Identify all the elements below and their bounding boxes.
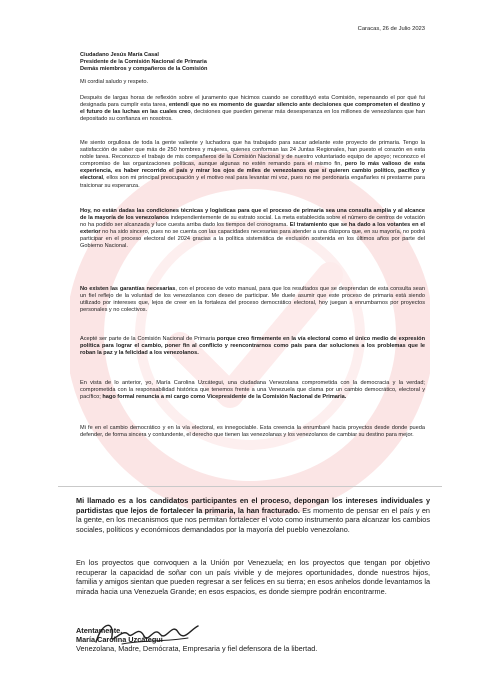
signoff-label: Atentamente, bbox=[76, 626, 123, 635]
paragraph-5 bbox=[80, 336, 425, 357]
page2-paragraph-2 bbox=[76, 558, 430, 596]
bold-text-segment: porque creo firmemente en la vía electoral como el único medio de expresión política para lograr el cambio, poner fin al conflicto y reencontrarnos como país para dar soluciones a los problemas que le roban la paz y la felicidad a los venezolanos. bbox=[80, 336, 426, 357]
text-segment: En los proyectos que convoquen a la Unión por Venezuela; en los proyectos que tengan por objetivo recuperar la capacidad de soñar con un país vivible y de mejores oportunidades, donde nuestros hijos, familia y amigos sientan que pueden regresar a ser felices en su tierra; en esos anhelos donde levantamos la mirada hacia una Venezuela Grande; en esos espacios, es donde siempre podrán encontrarme. bbox=[76, 558, 430, 596]
signer-name: María Carolina Uzcátegui bbox=[76, 635, 163, 644]
recipient-others: Demás miembros y compañeros de la Comisión bbox=[80, 66, 208, 73]
text-segment: , decisiones que pueden generar más desesperanza en los millones de venezolanos que han depositado su confianza en nosotros. bbox=[80, 109, 426, 123]
letter-date: Caracas, 26 de Julio 2023 bbox=[357, 26, 425, 32]
recipient-title: Presidente de la Comisión Nacional de Primaria bbox=[80, 59, 207, 66]
text-segment: En vista de lo anterior, yo, María Carolina Uzcátegui, una ciudadana Venezolana comprometida con la democracia y la verdad; comprometida con la responsabilidad histórica que tenemos frente a una Venezuela que clama por un cambio democrático, electoral y pacífico; bbox=[80, 380, 425, 401]
signer-description: Venezolana, Madre, Demócrata, Empresaria y fiel defensora de la libertad. bbox=[76, 644, 318, 653]
bold-text-segment: pero lo más valioso de esta experiencia, es haber recorrido el país y mirar los ojos de miles de venezolanos que sí quieren cambio político, pacífico y electoral bbox=[80, 161, 425, 182]
text-segment: Me siento orgullosa de toda la gente valiente y luchadora que ha trabajado para sacar adelante este proyecto de primaria. Tengo la satisfacción de saber que más de 250 hombres y mujeres, quienes conforman las 24 Juntas Regionales, han puesto el corazón en esta noble tarea. Reconozco el trabajo de mis compañeros de la Comisión Nacional y de nuestro voluntariado equipo de apoyo; reconozco el compromiso de las organizaciones políticas, aunque algunas no estén remando para el mismo fin, bbox=[80, 140, 425, 168]
text-segment: Acepté ser parte de la Comisión Nacional de Primaria bbox=[80, 336, 217, 342]
text-segment: Es momento de pensar en el país y en la gente, en los mecanismos que nos permitan fortalecer el voto como instrumento para alcanzar los cambios sociales, políticos y económicos demandados por la mayoría del pueblo venezolano. bbox=[76, 505, 430, 534]
page-divider bbox=[58, 486, 442, 487]
page2-paragraph-1 bbox=[76, 496, 430, 534]
paragraph-4 bbox=[80, 286, 425, 314]
bold-text-segment: Hoy, no están dadas las condiciones técnicas y logísticas para que el proceso de primaria sea una consulta amplia y al alcance de la mayoría de los venezolanos bbox=[80, 208, 425, 222]
bold-text-segment: No existen las garantías necesarias bbox=[80, 286, 176, 292]
paragraph-7 bbox=[80, 425, 425, 439]
text-segment: , ellos son mi principal preocupación y el motivo real para levantar mi voz, pues no me perdonaría engañarles ni prestarme para traicionar su esperanza. bbox=[80, 175, 425, 189]
paragraph-2 bbox=[80, 140, 425, 190]
recipient-block bbox=[80, 52, 207, 74]
text-segment: Mi fe en el cambio democrático y en la vía electoral, es innegociable. Esta creencia la enrumbaré hacia proyectos desde donde pueda defender, de forma sincera y contundente, el derecho que tienen las venezolanas y los venezolanos de cambiar su destino para mejor. bbox=[80, 425, 425, 439]
text-segment: independientemente de su estrato social. La meta establecida sobre el número de centros de votación no ha podido ser alcanzada y luce cuesta arriba dado los tiempos del cronograma. bbox=[80, 215, 425, 229]
bold-text-segment: Mi llamado es a los candidatos participantes en el proceso, depongan los intereses individuales y partidistas que lejos de fortalecer la primaria, la han fracturado. bbox=[76, 496, 430, 515]
text-segment: , con el proceso de voto manual, para que los resultados que se desprendan de esta consulta sean un fiel reflejo de la voluntad de los venezolanos con deseo de participar. Me duele asumir que este proceso de primaria está siendo utilizado por intereses que, lejos de creer en la fortaleza del proceso democrático electoral, hoy juegan a enrumbarnos por proyectos personales y no colectivos. bbox=[80, 286, 425, 314]
paragraph-6 bbox=[80, 380, 425, 401]
recipient-name: Ciudadano Jesús María Casal bbox=[80, 52, 159, 58]
bold-text-segment: hago formal renuncia a mi cargo como Vicepresidente de la Comisión Nacional de Primaria. bbox=[102, 394, 347, 401]
paragraph-1 bbox=[80, 95, 425, 123]
bold-text-segment: entendí que no es momento de guardar silencio ante decisiones que comprometen el destino y el futuro de las luchas en las cuales creo bbox=[80, 102, 425, 116]
bold-text-segment: El tratamiento que se ha dado a los votantes en el exterior bbox=[80, 222, 425, 236]
text-segment: Después de largas horas de reflexión sobre el juramento que hicimos cuando se constituyó esta Comisión, repensando el por qué fui designada para cumplir esta tarea, bbox=[80, 95, 425, 109]
text-segment: no ha sido sincero, pues no se cuenta con las capacidades necesarias para atender a una diáspora que, en su mayoría, no podrá participar en el proceso electoral del 2024 gracias a la política sistemática de exclusión sostenida en los últimos años por parte del Gobierno Nacional. bbox=[80, 229, 425, 250]
greeting: Mi cordial saludo y respeto. bbox=[80, 79, 149, 85]
paragraph-3 bbox=[80, 208, 425, 251]
